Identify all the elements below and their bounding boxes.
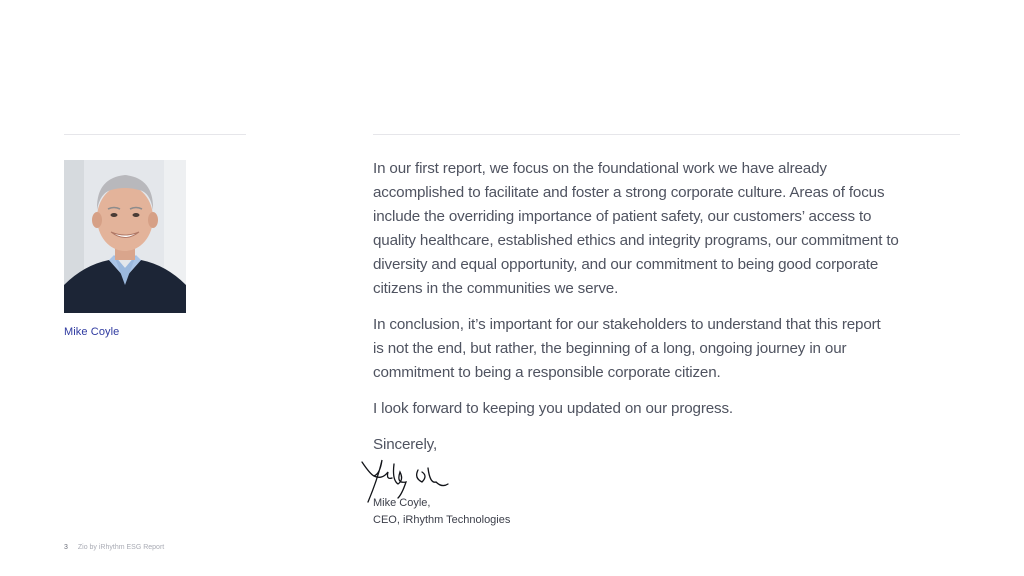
letter-paragraph: In conclusion, it’s important for our stakeholders to understand that this report is not the end, but rather, the beginning of a long, ongoing journey in our commitment to being a responsible corporate citizen. (373, 316, 881, 381)
letter-closing: Sincerely, (373, 436, 438, 453)
letter-paragraph: In our first report, we focus on the foundational work we have already accomplished to facilitate and foster a strong corporate culture. Areas of focus include the overriding importance of patient safety, our customers’ access to quality healthcare, established ethics and integrity programs, our commitment to diversity and equal opportunity, and our commitment to being good corporate citizens in the communities we serve. (373, 160, 899, 297)
portrait-illustration (64, 160, 186, 313)
letter-paragraph: I look forward to keeping you updated on our progress. (373, 400, 734, 417)
ceo-portrait (64, 160, 186, 313)
letter-body (373, 157, 933, 469)
divider-left (64, 134, 246, 135)
signer-name: Mike Coyle, (373, 497, 431, 509)
report-title: Zio by iRhythm ESG Report (77, 544, 165, 551)
divider-right (373, 134, 960, 135)
page-number: 3 (64, 544, 68, 551)
signer-title: CEO, iRhythm Technologies (373, 514, 511, 526)
page-footer (64, 544, 164, 551)
portrait-caption: Mike Coyle (64, 326, 120, 338)
